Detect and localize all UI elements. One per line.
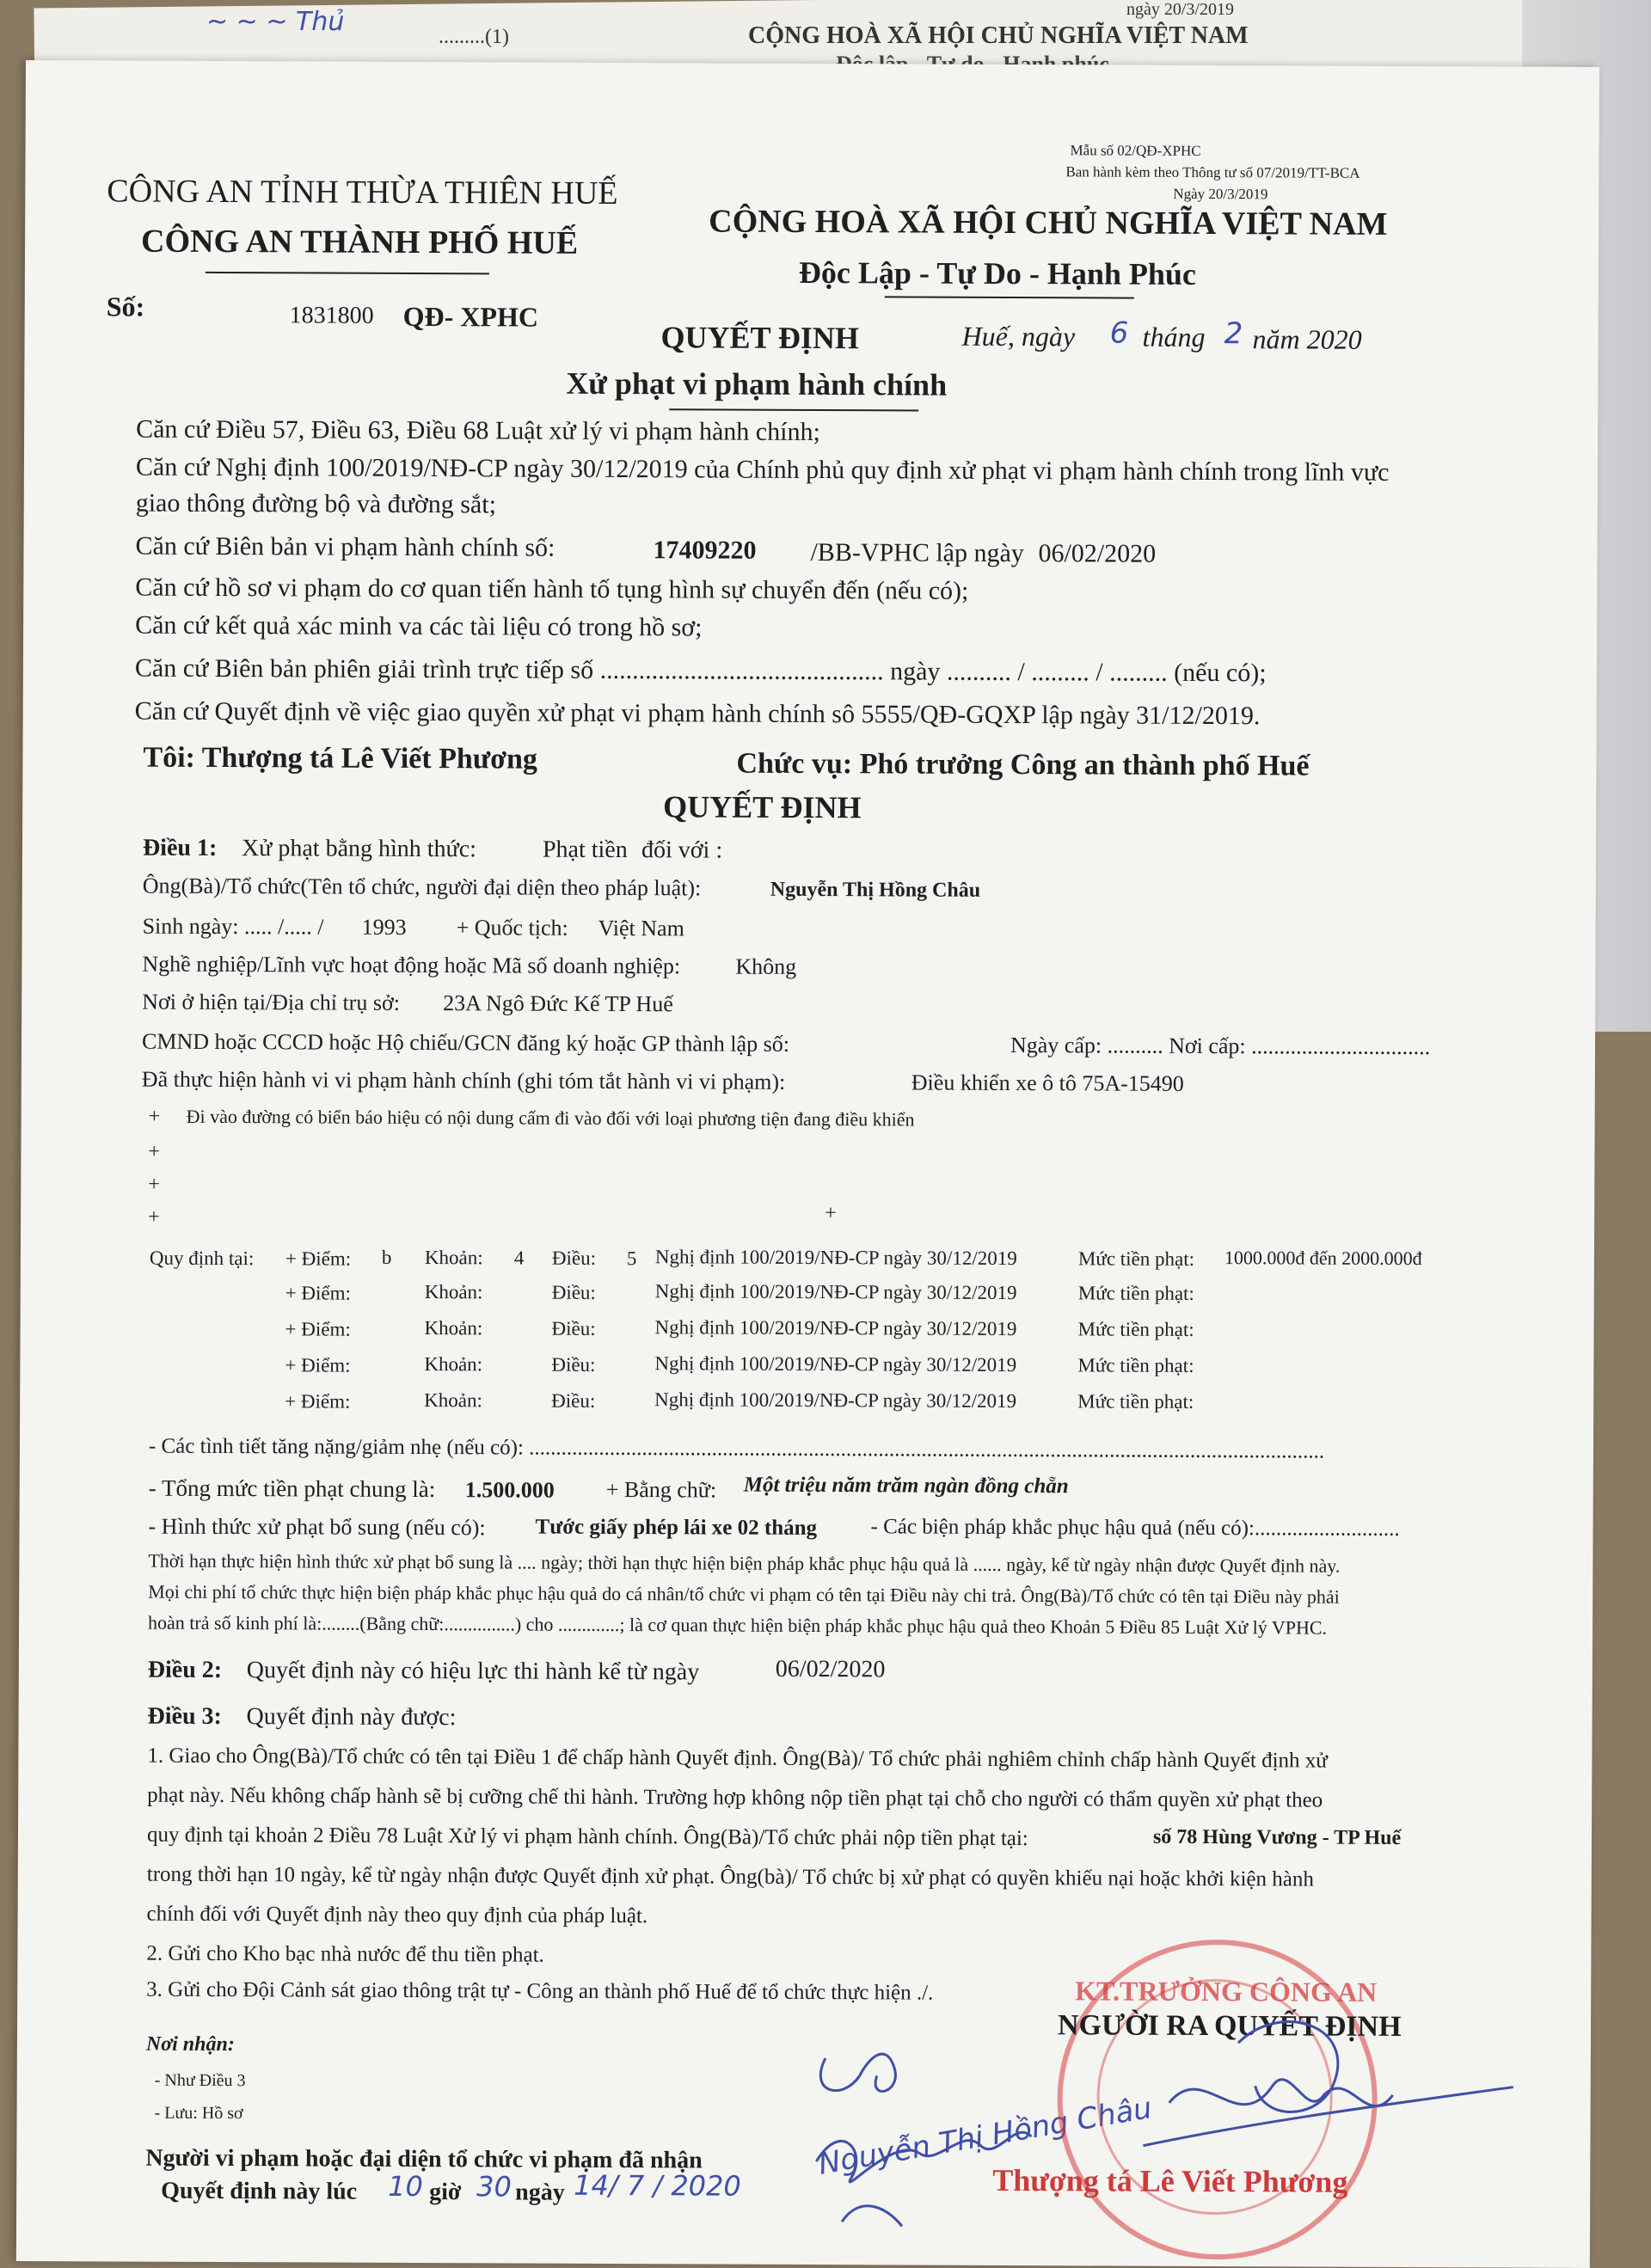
violator-signature-text: Nguyễn Thị Hồng Châu	[815, 2090, 1155, 2182]
provision-diem-label: + Điểm:	[285, 1390, 351, 1413]
date-prefix: Huế, ngày	[961, 320, 1076, 352]
article-1-form: Xử phạt bằng hình thức:	[241, 835, 477, 863]
recipient-2: - Lưu: Hồ sơ	[154, 2103, 243, 2124]
violation-plus-2: +	[148, 1140, 161, 1163]
bienban-suffix: /BB-VPHC lập ngày	[810, 537, 1024, 568]
provision-diem-label: + Điểm:	[285, 1318, 351, 1340]
signer-kt: KT.TRƯỞNG CÔNG AN	[1075, 1975, 1378, 2007]
violator-label: Ông(Bà)/Tổ chức(Tên tổ chức, người đại diện theo pháp luật):	[142, 873, 702, 901]
article-3-text: Quyết định này được:	[246, 1703, 457, 1732]
basis-7: Căn cứ Quyết định về việc giao quyền xử phạt vi phạm hành chính sô 5555/QĐ-GQXP lập ngày 31/12/2019.	[134, 696, 1261, 731]
provision-decree: Nghị định 100/2019/NĐ-CP ngày 30/12/2019	[654, 1246, 1017, 1270]
circumstances: - Các tình tiết tăng nặng/giảm nhẹ (nếu có): ....................................................................................................................................................	[148, 1434, 1325, 1463]
agency-parent: CÔNG AN TỈNH THỪA THIÊN HUẾ	[107, 173, 618, 212]
article-3-p1: 1. Giao cho Ông(Bà)/Tổ chức có tên tại Điều 1 để chấp hành Quyết định. Ông(Bà)/ Tổ chức phải nghiêm chỉnh chấp hành Quyết định xử	[147, 1744, 1328, 1773]
doc-subtitle: Xử phạt vi phạm hành chính	[566, 365, 948, 402]
article-3-p3: quy định tại khoản 2 Điều 78 Luật Xử lý vi phạm hành chính. Ông(Bà)/Tổ chức phải nộp tiền phạt tại:	[146, 1823, 1028, 1851]
address-value: 23A Ngô Đức Kế TP Huế	[443, 990, 673, 1017]
provision-decree: Nghị định 100/2019/NĐ-CP ngày 30/12/2019	[654, 1316, 1017, 1340]
violation-plus-5: +	[825, 1202, 837, 1225]
article-3-p2: phạt này. Nếu không chấp hành sẽ bị cưỡng chế thi hành. Trường hợp không nộp tiền phạt tại chỗ cho người có thẩm quyền xử phạt theo	[147, 1783, 1323, 1812]
article-3-p5: chính đối với Quyết định này theo quy định của pháp luật.	[146, 1902, 648, 1928]
provision-decree: Nghị định 100/2019/NĐ-CP ngày 30/12/2019	[654, 1280, 1017, 1304]
provision-fine-label: Mức tiền phạt:	[1077, 1282, 1194, 1304]
id-issued: Ngày cấp: .......... Nơi cấp: ................................	[1010, 1033, 1431, 1060]
nation-title: CỘNG HOÀ XÃ HỘI CHỦ NGHĨA VIỆT NAM	[709, 203, 1388, 242]
article-2-text: Quyết định này có hiệu lực thi hành kể từ ngày	[246, 1657, 700, 1686]
address-label: Nơi ở hiện tại/Địa chỉ trụ sở:	[142, 989, 401, 1015]
violation-plus-4: +	[148, 1205, 160, 1229]
basis-5: Căn cứ kết quả xác minh va các tài liệu có trong hồ sơ;	[135, 610, 703, 642]
date-month: 2	[1224, 316, 1243, 352]
provision-khoan-label: Khoản:	[424, 1247, 483, 1269]
remedial-measures: - Các biện pháp khắc phục hậu quả (nếu có):...........................	[870, 1515, 1400, 1541]
underlying-date: ngày 20/3/2019	[1126, 0, 1234, 19]
receiver-title: Người vi phạm hoặc đại diện tổ chức vi phạm đã nhận	[145, 2144, 703, 2174]
provision-diem-label: + Điểm:	[285, 1282, 352, 1304]
nation-motto: Độc Lập - Tự Do - Hạnh Phúc	[798, 254, 1197, 291]
receiver-hour: 10	[388, 2169, 424, 2204]
signer-name: Thượng tá Lê Viết Phương	[992, 2162, 1348, 2199]
effective-date: 06/02/2020	[775, 1655, 886, 1683]
article-3-label: Điều 3:	[147, 1702, 222, 1731]
in-words-value: Một triệu năm trăm ngàn đồng chẵn	[743, 1473, 1069, 1499]
provision-diem-label: + Điểm:	[285, 1247, 352, 1270]
receiver-day-label: ngày	[515, 2179, 565, 2206]
violation-plus-1: +	[148, 1105, 161, 1128]
motto-underline	[885, 296, 1134, 298]
doc-number: 1831800	[289, 302, 374, 329]
article-1-against: đối với :	[641, 837, 723, 864]
receiver-date: 14/ 7 / 2020	[574, 2168, 741, 2203]
provision-fine-label: Mức tiền phạt:	[1077, 1247, 1195, 1270]
violation-vehicle: Điều khiển xe ô tô 75A-15490	[911, 1070, 1184, 1096]
receiver-line-prefix: Quyết định này lúc	[161, 2177, 358, 2205]
penalty-note-3: hoàn trả số kinh phí là:........(Bằng chữ:...............) cho .............; là cơ quan thực hiện biện pháp khắc phục hậu quả theo Khoản 5 Điều 85 Luật Xử lý VPHC.	[148, 1611, 1328, 1639]
provisions-label: Quy định tại:	[149, 1247, 255, 1270]
officer-signature	[1134, 2008, 1531, 2182]
bienban-number: 17409220	[653, 536, 757, 565]
payment-place: số 78 Hùng Vương - TP Huế	[1152, 1825, 1402, 1849]
provision-khoan-label: Khoản:	[424, 1317, 483, 1339]
article-1-label: Điều 1:	[142, 834, 218, 861]
subtitle-underline	[669, 408, 918, 411]
provision-diem: b	[381, 1246, 392, 1268]
underlying-handwriting: ~ ~ ~ Thủ	[206, 7, 345, 37]
total-fine: 1.500.000	[464, 1477, 555, 1503]
underlying-header: CỘNG HOÀ XÃ HỘI CHỦ NGHĨA VIỆT NAM	[748, 22, 1249, 49]
underlying-number: .........(1)	[439, 26, 509, 48]
recipient-1: - Như Điều 3	[154, 2070, 246, 2091]
provision-decree: Nghị định 100/2019/NĐ-CP ngày 30/12/2019	[654, 1352, 1017, 1376]
total-fine-label: - Tổng mức tiền phạt chung là:	[148, 1474, 436, 1503]
article-1-fine: Phạt tiền	[542, 836, 628, 864]
additional-penalty-label: - Hình thức xử phạt bổ sung (nếu có):	[148, 1513, 486, 1541]
provision-fine-label: Mức tiền phạt:	[1077, 1390, 1194, 1413]
article-3-p7: 3. Gửi cho Đội Cảnh sát giao thông trật tự - Công an thành phố Huế để tổ chức thực hiện ./.	[146, 1977, 934, 2005]
provision-khoan-label: Khoản:	[424, 1281, 483, 1303]
in-words-label: + Bằng chữ:	[605, 1476, 717, 1503]
occupation-value: Không	[735, 953, 797, 979]
decision-title: QUYẾT ĐỊNH	[663, 789, 862, 825]
id-label: CMND hoặc CCCD hoặc Hộ chiếu/GCN đăng ký hoặc GP thành lập số:	[141, 1028, 790, 1057]
date-year: năm 2020	[1252, 323, 1362, 355]
doc-number-label: Số:	[106, 291, 145, 322]
penalty-note-1: Thời hạn thực hiện hình thức xử phạt bổ sung là .... ngày; thời hạn thực hiện biện pháp khắc phục hậu quả là ...... ngày, kể từ ngày nhận được Quyết định này.	[148, 1549, 1341, 1577]
dob-label: Sinh ngày: ..... /..... /	[142, 913, 324, 940]
date-day: 6	[1109, 316, 1129, 351]
violator-name: Nguyễn Thị Hồng Châu	[770, 878, 981, 902]
provision-khoan-label: Khoản:	[424, 1389, 482, 1412]
provision-dieu: 5	[626, 1247, 637, 1270]
receiver-hour-label: giờ	[429, 2179, 462, 2206]
provision-dieu-label: Điều:	[551, 1353, 596, 1376]
additional-penalty: Tước giấy phép lái xe 02 tháng	[535, 1515, 818, 1541]
provision-dieu-label: Điều:	[551, 1317, 596, 1339]
provision-fine-label: Mức tiền phạt:	[1077, 1318, 1194, 1340]
nationality-value: Việt Nam	[598, 915, 684, 941]
violation-plus-3: +	[148, 1173, 160, 1196]
decision-document	[16, 60, 1599, 2268]
date-month-label: tháng	[1142, 321, 1206, 352]
basis-1: Căn cứ Điều 57, Điều 63, Điều 68 Luật xử lý vi phạm hành chính;	[136, 414, 820, 447]
provision-khoan: 4	[513, 1247, 525, 1269]
provision-fine: 1000.000đ đến 2000.000đ	[1224, 1247, 1422, 1270]
article-3-p4: trong thời hạn 10 ngày, kể từ ngày nhận được Quyết định xử phạt. Ông(bà)/ Tổ chức bị xử phạt có quyền khiếu nại hoặc khởi kiện hành	[146, 1862, 1314, 1891]
provision-dieu-label: Điều:	[551, 1281, 596, 1303]
nationality-label: + Quốc tịch:	[456, 915, 568, 941]
basis-2-cont: giao thông đường bộ và đường sắt;	[135, 488, 497, 519]
article-3-p6: 2. Gửi cho Kho bạc nhà nước để thu tiền phạt.	[146, 1941, 544, 1967]
provision-decree: Nghị định 100/2019/NĐ-CP ngày 30/12/2019	[654, 1388, 1017, 1413]
dob-year: 1993	[361, 914, 407, 940]
form-code: Mẫu số 02/QĐ-XPHC	[1070, 142, 1201, 159]
form-date: Ngày 20/3/2019	[1173, 185, 1268, 203]
provision-fine-label: Mức tiền phạt:	[1077, 1354, 1194, 1376]
provision-dieu-label: Điều:	[551, 1247, 597, 1269]
receiver-minute: 30	[476, 2170, 512, 2204]
doc-number-suffix: QĐ- XPHC	[402, 300, 539, 333]
provision-diem-label: + Điểm:	[285, 1354, 351, 1376]
form-basis: Ban hành kèm theo Thông tư số 07/2019/TT-BCA	[1065, 163, 1360, 181]
officer-name: Tôi: Thượng tá Lê Viết Phương	[143, 741, 538, 775]
recipients-title: Nơi nhận:	[145, 2032, 235, 2057]
occupation-label: Nghề nghiệp/Lĩnh vực hoạt động hoặc Mã số doanh nghiệp:	[142, 951, 681, 979]
provision-khoan-label: Khoản:	[424, 1353, 483, 1376]
officer-position: Chức vụ: Phó trưởng Công an thành phố Huế	[736, 747, 1310, 782]
violation-detail: Đi vào đường có biển báo hiệu có nội dung cấm đi vào đối với loại phương tiện đang điều khiển	[186, 1105, 915, 1131]
violation-label: Đã thực hiện hành vi vi phạm hành chính (ghi tóm tắt hành vi vi phạm):	[141, 1066, 786, 1094]
article-2-label: Điều 2:	[147, 1656, 223, 1684]
basis-4: Căn cứ hồ sơ vi phạm do cơ quan tiến hành tố tụng hình sự chuyển đến (nếu có);	[135, 573, 969, 605]
provision-dieu-label: Điều:	[551, 1389, 596, 1412]
agency-underline	[206, 272, 489, 274]
basis-2: Căn cứ Nghị định 100/2019/NĐ-CP ngày 30/12/2019 của Chính phủ quy định xử phạt vi phạm hành chính trong lĩnh vực	[135, 452, 1390, 487]
agency-name: CÔNG AN THÀNH PHỐ HUẾ	[140, 223, 579, 261]
basis-6: Căn cứ Biên bản phiên giải trình trực tiếp số ............................................ ngày .......... / ......... / ......... (nếu có);	[134, 653, 1267, 688]
bienban-date: 06/02/2020	[1038, 539, 1157, 568]
signer-role: NGƯỜI RA QUYẾT ĐỊNH	[1057, 2009, 1402, 2044]
basis-3: Căn cứ Biên bản vi phạm hành chính số:	[135, 531, 555, 562]
penalty-note-2: Mọi chi phí tổ chức thực hiện biện pháp khắc phục hậu quả do cá nhân/tổ chức vi phạm có tên tại Điều này chi trả. Ông(Bà)/Tổ chức có tên tại Điều này phải	[148, 1580, 1340, 1608]
doc-title: QUYẾT ĐỊNH	[660, 320, 860, 356]
